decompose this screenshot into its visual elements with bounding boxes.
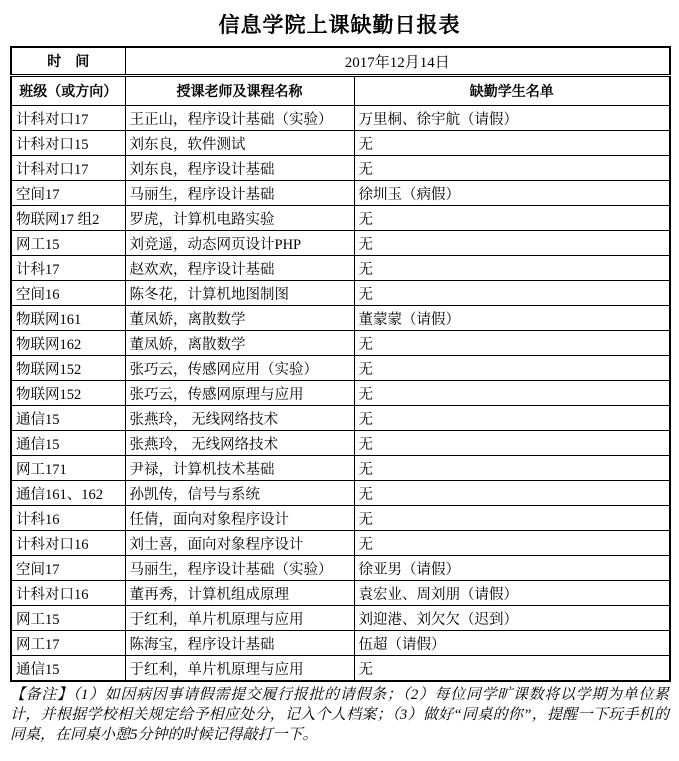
cell-class-name: 空间17: [11, 556, 125, 581]
cell-teacher-course: 刘东良，程序设计基础: [125, 156, 354, 181]
cell-teacher-course: 于红利，单片机原理与应用: [125, 606, 354, 631]
table-row: [11, 231, 670, 256]
cell-class-name: 通信15: [11, 656, 125, 682]
cell-class-name: 计科对口16: [11, 581, 125, 606]
table-row: [11, 156, 670, 181]
table-row: [11, 281, 670, 306]
cell-absent-students: 无: [354, 431, 670, 456]
cell-absent-students: 刘迎港、刘欠欠（迟到）: [354, 606, 670, 631]
table-row: [11, 481, 670, 506]
cell-class-name: 网工17: [11, 631, 125, 656]
column-header-row: [11, 76, 670, 106]
cell-absent-students: 徐圳玉（病假）: [354, 181, 670, 206]
cell-absent-students: 无: [354, 656, 670, 682]
cell-class-name: 通信161、162: [11, 481, 125, 506]
cell-class-name: 计科对口17: [11, 156, 125, 181]
absence-table: [10, 46, 671, 682]
table-row: [11, 531, 670, 556]
table-row: [11, 631, 670, 656]
cell-teacher-course: 马丽生，程序设计基础（实验）: [125, 556, 354, 581]
cell-teacher-course: 陈冬花，计算机地图制图: [125, 281, 354, 306]
cell-class-name: 空间16: [11, 281, 125, 306]
cell-teacher-course: 张燕玲， 无线网络技术: [125, 431, 354, 456]
cell-absent-students: 无: [354, 406, 670, 431]
table-row: [11, 356, 670, 381]
cell-absent-students: 徐亚男（请假）: [354, 556, 670, 581]
table-row: [11, 381, 670, 406]
remarks-note: 【备注】（1）如因病因事请假需提交履行报批的请假条；（2）每位同学旷课数将以学期为单位累计，并根据学校相关规定给予相应处分，记入个人档案；（3）做好“同桌的你”，提醒一下玩手机的同桌，在同桌小憩5分钟的时候记得敲打一下。: [10, 687, 669, 743]
cell-absent-students: 无: [354, 531, 670, 556]
cell-class-name: 物联网17 组2: [11, 206, 125, 231]
cell-teacher-course: 王正山，程序设计基础（实验）: [125, 106, 354, 131]
cell-absent-students: 万里桐、徐宇航（请假）: [354, 106, 670, 131]
cell-teacher-course: 张燕玲， 无线网络技术: [125, 406, 354, 431]
cell-class-name: 物联网161: [11, 306, 125, 331]
page-title: 信息学院上课缺勤日报表: [218, 13, 461, 37]
cell-absent-students: 董蒙蒙（请假）: [354, 306, 670, 331]
cell-absent-students: 无: [354, 131, 670, 156]
cell-absent-students: 无: [354, 506, 670, 531]
table-row: [11, 106, 670, 131]
table-row: [11, 556, 670, 581]
cell-teacher-course: 董凤娇，离散数学: [125, 306, 354, 331]
cell-absent-students: 无: [354, 256, 670, 281]
cell-teacher-course: 赵欢欢，程序设计基础: [125, 256, 354, 281]
table-row: [11, 206, 670, 231]
col-header-absent-students: 缺勤学生名单: [354, 76, 670, 106]
cell-class-name: 网工15: [11, 231, 125, 256]
cell-teacher-course: 尹禄，计算机技术基础: [125, 456, 354, 481]
table-row: [11, 506, 670, 531]
cell-teacher-course: 刘竞遥，动态网页设计PHP: [125, 231, 354, 256]
table-row: [11, 181, 670, 206]
cell-teacher-course: 刘东良，软件测试: [125, 131, 354, 156]
cell-teacher-course: 罗虎，计算机电路实验: [125, 206, 354, 231]
table-row: [11, 581, 670, 606]
table-row: [11, 606, 670, 631]
cell-class-name: 计科对口17: [11, 106, 125, 131]
cell-class-name: 计科17: [11, 256, 125, 281]
time-value: 2017年12月14日: [125, 47, 670, 76]
cell-absent-students: 无: [354, 331, 670, 356]
cell-teacher-course: 马丽生，程序设计基础: [125, 181, 354, 206]
table-row: [11, 656, 670, 682]
cell-absent-students: 无: [354, 381, 670, 406]
table-row: [11, 256, 670, 281]
cell-teacher-course: 任倩，面向对象程序设计: [125, 506, 354, 531]
time-row: [11, 47, 670, 76]
cell-class-name: 计科对口16: [11, 531, 125, 556]
cell-absent-students: 无: [354, 156, 670, 181]
cell-class-name: 通信15: [11, 406, 125, 431]
cell-class-name: 物联网152: [11, 381, 125, 406]
cell-absent-students: 无: [354, 231, 670, 256]
cell-teacher-course: 于红利，单片机原理与应用: [125, 656, 354, 682]
cell-teacher-course: 孙凯传，信号与系统: [125, 481, 354, 506]
cell-absent-students: 无: [354, 456, 670, 481]
cell-class-name: 计科16: [11, 506, 125, 531]
cell-teacher-course: 陈海宝，程序设计基础: [125, 631, 354, 656]
cell-teacher-course: 董凤娇，离散数学: [125, 331, 354, 356]
cell-teacher-course: 董再秀，计算机组成原理: [125, 581, 354, 606]
time-label: 时 间: [11, 47, 125, 76]
cell-absent-students: 袁宏业、周刘朋（请假）: [354, 581, 670, 606]
cell-class-name: 物联网152: [11, 356, 125, 381]
cell-class-name: 空间17: [11, 181, 125, 206]
cell-class-name: 物联网162: [11, 331, 125, 356]
col-header-class: 班级（或方向）: [11, 76, 125, 106]
table-row: [11, 131, 670, 156]
cell-absent-students: 无: [354, 356, 670, 381]
cell-teacher-course: 刘士喜，面向对象程序设计: [125, 531, 354, 556]
cell-teacher-course: 张巧云，传感网原理与应用: [125, 381, 354, 406]
cell-teacher-course: 张巧云，传感网应用（实验）: [125, 356, 354, 381]
table-row: [11, 431, 670, 456]
table-row: [11, 406, 670, 431]
cell-absent-students: 伍超（请假）: [354, 631, 670, 656]
table-row: [11, 306, 670, 331]
table-row: [11, 456, 670, 481]
cell-absent-students: 无: [354, 281, 670, 306]
cell-class-name: 网工15: [11, 606, 125, 631]
table-row: [11, 331, 670, 356]
col-header-teacher-course: 授课老师及课程名称: [125, 76, 354, 106]
cell-absent-students: 无: [354, 206, 670, 231]
cell-class-name: 计科对口15: [11, 131, 125, 156]
cell-absent-students: 无: [354, 481, 670, 506]
cell-class-name: 通信15: [11, 431, 125, 456]
cell-class-name: 网工171: [11, 456, 125, 481]
